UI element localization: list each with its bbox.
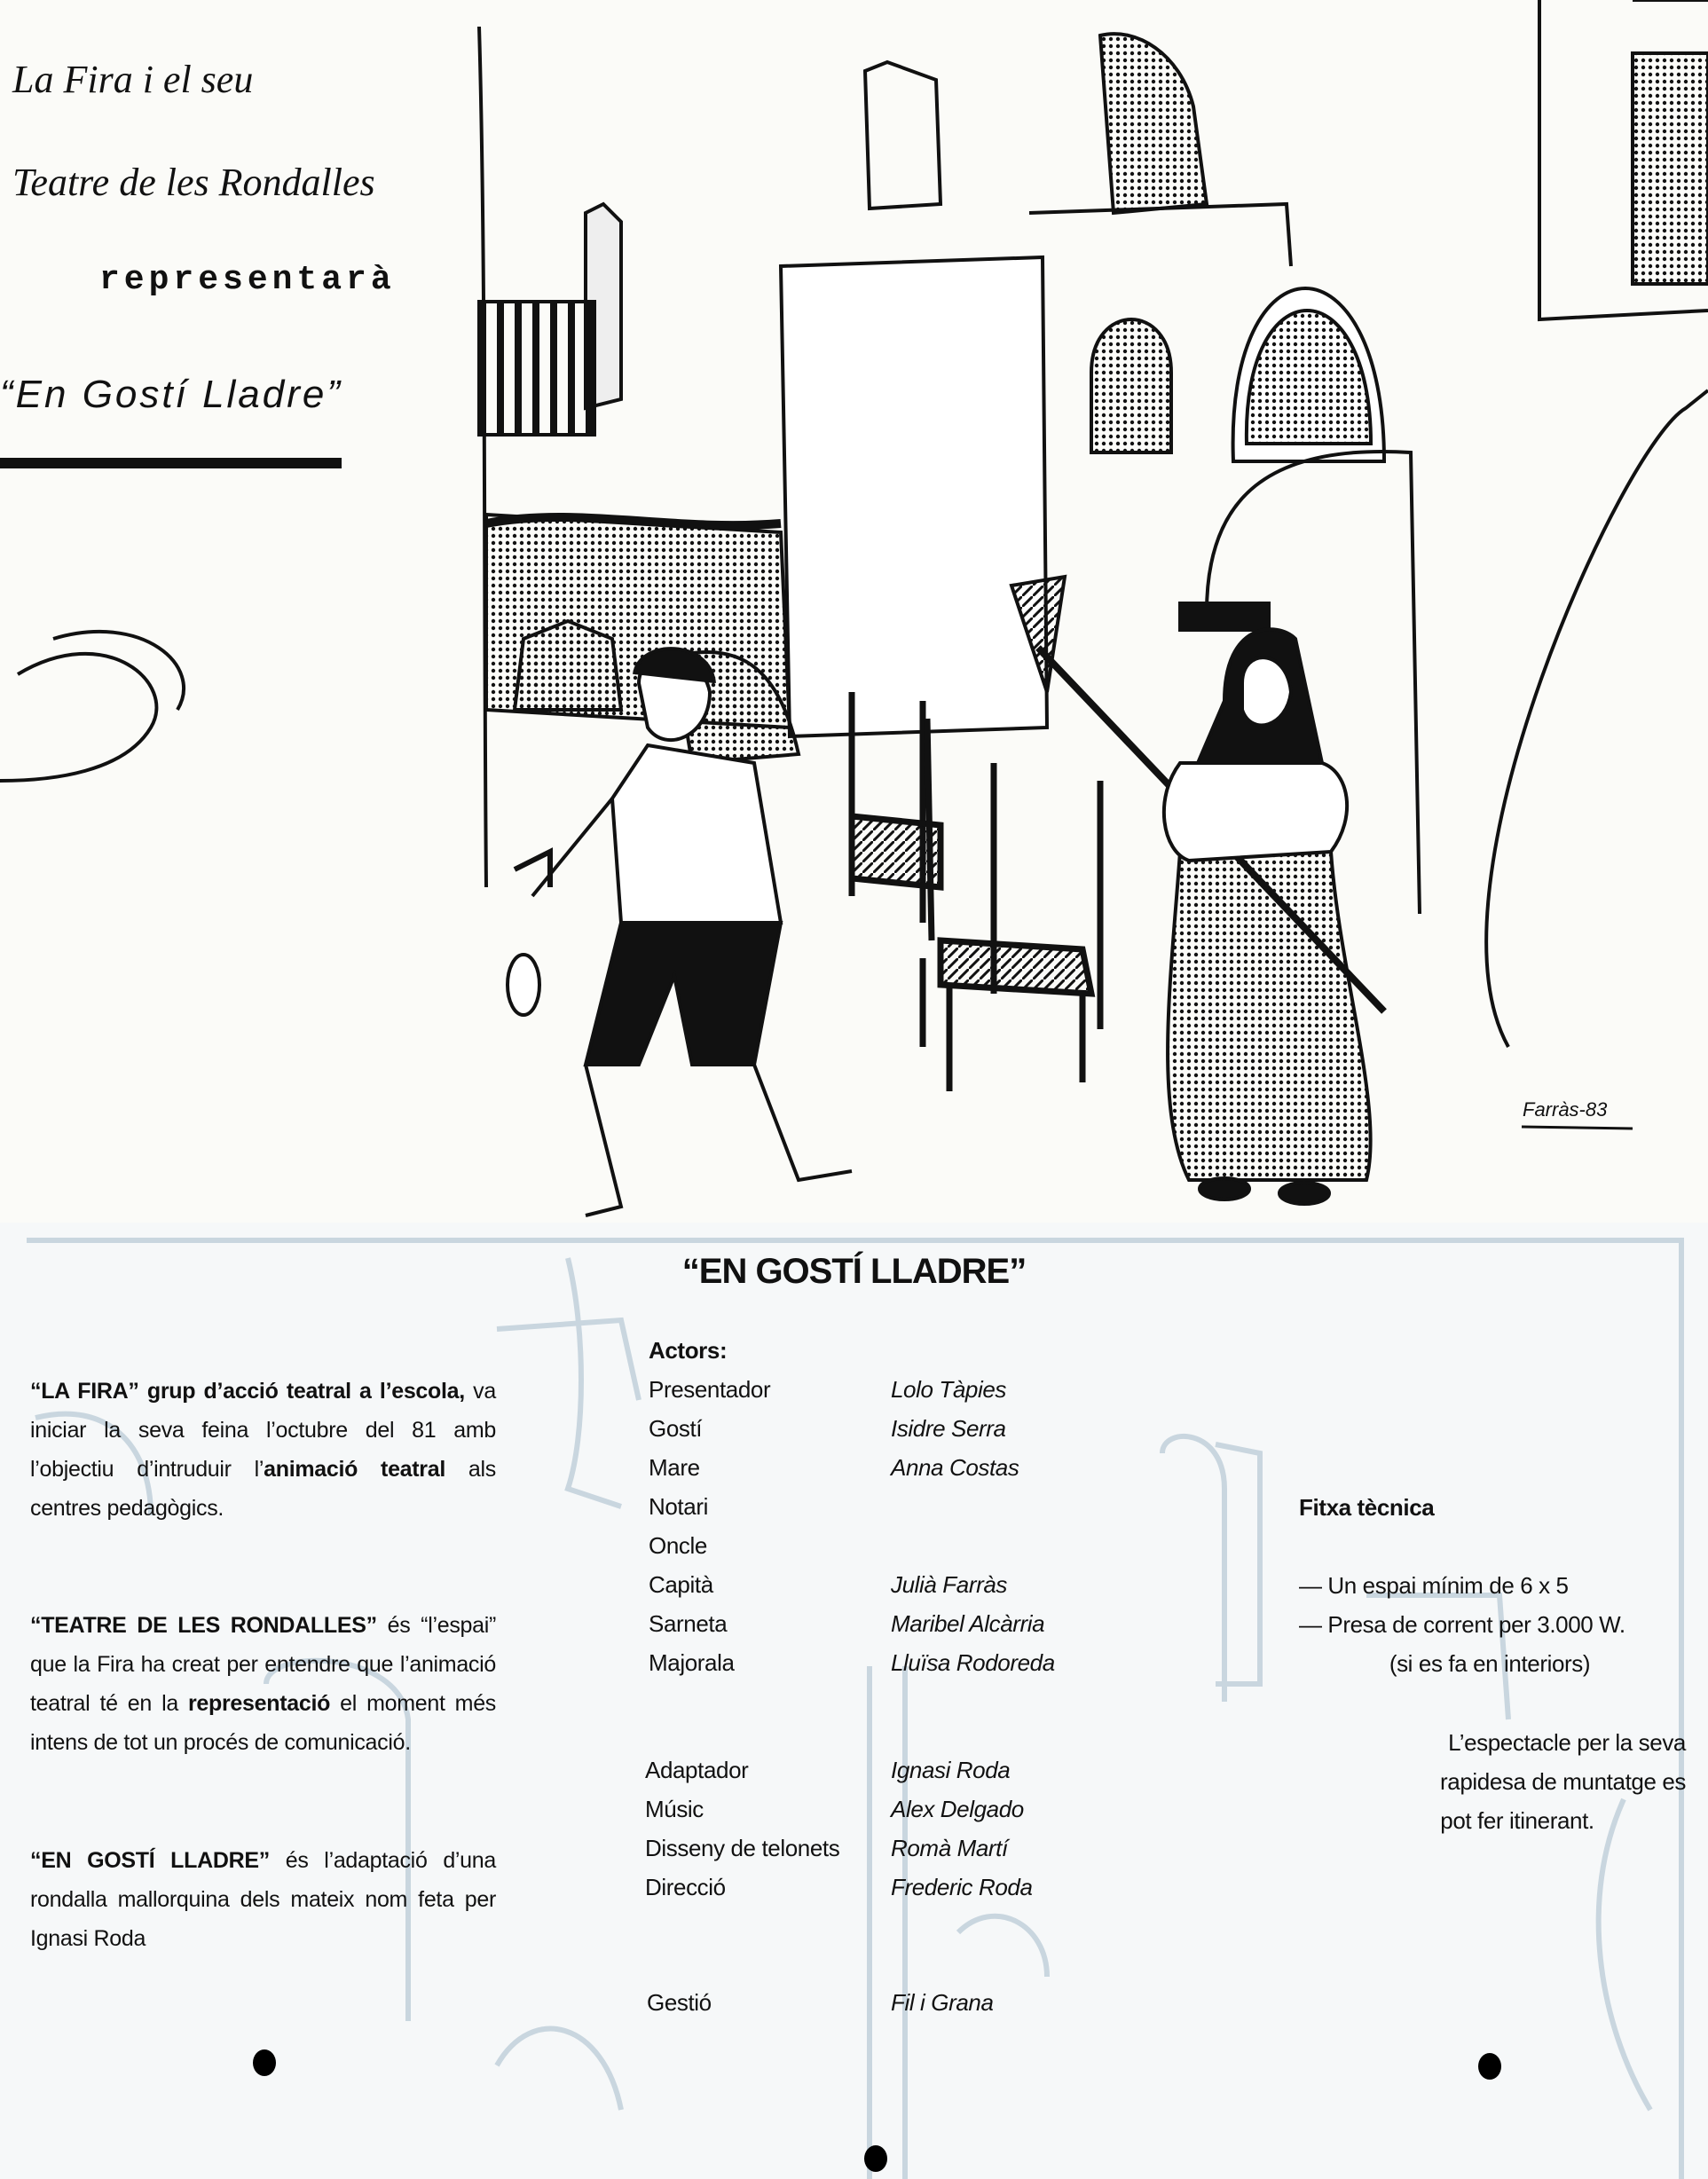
intro-paragraph-gosti (30, 1841, 496, 1958)
role-label: Presentador (649, 1376, 771, 1403)
person-name: Lluïsa Rodoreda (891, 1649, 1055, 1676)
text: és “l’espai” que la Fira ha creat per entendre que l’animació teatral té en la (30, 1613, 497, 1716)
bold-text: animació teatral (264, 1457, 445, 1482)
role-label: Majorala (649, 1649, 735, 1676)
text: el moment més intens de tot un procés de comunicació. (30, 1691, 496, 1755)
page-title: “EN GOSTÍ LLADRE” (681, 1252, 1027, 1291)
management-role: Gestió (647, 1989, 712, 2016)
punch-hole-dot (1478, 2053, 1501, 2080)
role-label: Notari (649, 1493, 708, 1520)
cover-line-4: “En Gostí Lladre” (0, 373, 343, 416)
text: és l’adaptació d’una rondalla mallorquina dels mateix nom feta per Ignasi Roda (30, 1848, 496, 1951)
info-page (0, 1223, 1708, 2179)
person-name: Frederic Roda (891, 1874, 1033, 1900)
management-name: Fil i Grana (891, 1989, 994, 2016)
intro-paragraph-la-fira (30, 1372, 496, 1528)
bold-text: representació (188, 1691, 331, 1716)
tech-note: (si es fa en interiors) (1389, 1650, 1591, 1677)
role-label: Capità (649, 1571, 713, 1598)
role-label: Mare (649, 1454, 700, 1481)
person-name: Lolo Tàpies (891, 1376, 1007, 1403)
bold-text: “TEATRE DE LES RONDALLES” (30, 1613, 377, 1638)
cover-line-1: La Fira i el seu (12, 58, 254, 101)
role-label: Músic (645, 1796, 704, 1822)
role-label: Oncle (649, 1532, 707, 1559)
closing-line: pot fer itinerant. (1440, 1807, 1594, 1834)
closing-line: L’espectacle per la seva (1448, 1729, 1686, 1756)
actors-heading: Actors: (649, 1337, 728, 1364)
cover-line-3: representarà (99, 261, 396, 299)
tech-heading: Fitxa tècnica (1299, 1494, 1435, 1521)
person-name: Julià Farràs (891, 1571, 1008, 1598)
person-name: Maribel Alcàrria (891, 1610, 1045, 1637)
punch-hole-dot (253, 2049, 276, 2076)
text: va iniciar la seva feina l’octubre del 81 amb l’objectiu d’intruduir l’ (30, 1379, 496, 1482)
role-label: Disseny de telonets (645, 1835, 840, 1861)
person-name: Anna Costas (891, 1454, 1019, 1481)
tech-item: — Un espai mínim de 6 x 5 (1299, 1572, 1569, 1599)
tech-item: — Presa de corrent per 3.000 W. (1299, 1611, 1625, 1638)
intro-paragraph-teatre (30, 1606, 496, 1762)
role-label: Direcció (645, 1874, 726, 1900)
person-name: Alex Delgado (891, 1796, 1024, 1822)
cover-line-2: Teatre de les Rondalles (12, 161, 375, 204)
bold-text: “LA FIRA” grup d’acció teatral a l’escola, (30, 1379, 465, 1404)
cover-divider (0, 458, 342, 468)
role-label: Adaptador (645, 1757, 749, 1783)
person-name: Ignasi Roda (891, 1757, 1011, 1783)
closing-line: rapidesa de muntatge es (1440, 1768, 1686, 1795)
person-name: Romà Martí (891, 1835, 1008, 1861)
artist-signature: Farràs-83 (1523, 1098, 1608, 1121)
role-label: Sarneta (649, 1610, 728, 1637)
bold-text: “EN GOSTÍ LLADRE” (30, 1848, 270, 1873)
punch-hole-dot (864, 2145, 887, 2172)
role-label: Gostí (649, 1415, 703, 1442)
person-name: Isidre Serra (891, 1415, 1006, 1442)
text: als centres pedagògics. (30, 1457, 496, 1521)
